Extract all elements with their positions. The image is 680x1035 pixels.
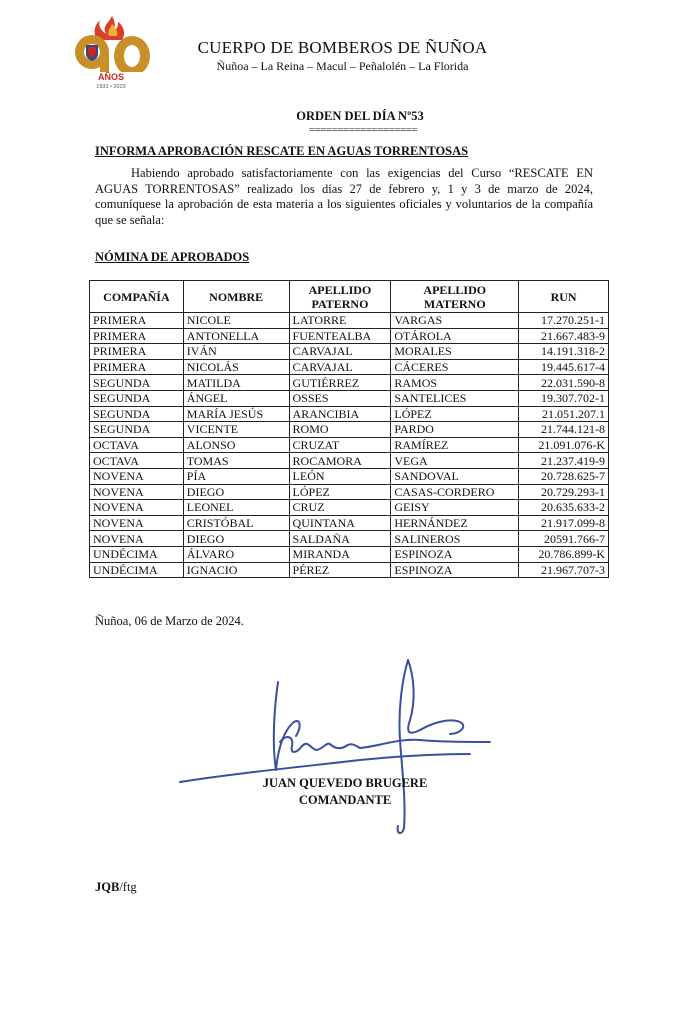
handwritten-signature-icon [170, 650, 510, 845]
cell-apellido-materno: LÓPEZ [391, 406, 519, 422]
cell-apellido-materno: VARGAS [391, 313, 519, 329]
logo-number: 90 [64, 28, 65, 29]
cell-run: 20.728.625-7 [519, 468, 609, 484]
table-row [90, 546, 609, 562]
cell-compania: NOVENA [90, 531, 184, 547]
signatory-role: COMANDANTE [298, 793, 392, 807]
cell-apellido-materno: SALINEROS [391, 531, 519, 547]
cell-nombre: CRISTÓBAL [183, 515, 289, 531]
table-row [90, 468, 609, 484]
cell-run: 21.091.076-K [519, 437, 609, 453]
cell-run: 19.307.702-1 [519, 390, 609, 406]
signatory-name: JUAN QUEVEDO BRUGERE [262, 776, 428, 790]
cell-apellido-paterno: PÉREZ [289, 562, 391, 578]
cell-apellido-materno: RAMÍREZ [391, 437, 519, 453]
cell-apellido-paterno: CARVAJAL [289, 359, 391, 375]
cell-nombre: TOMAS [183, 453, 289, 469]
cell-run: 21.967.707-3 [519, 562, 609, 578]
table-row [90, 484, 609, 500]
table-row [90, 562, 609, 578]
cell-apellido-materno: GEISY [391, 500, 519, 516]
logo-years-text: 1933 • 2023 [96, 84, 126, 90]
institution-title: CUERPO DE BOMBEROS DE ÑUÑOA [197, 38, 488, 57]
cell-nombre: NICOLE [183, 313, 289, 329]
cell-run: 21.237.419-9 [519, 453, 609, 469]
cell-compania: NOVENA [90, 500, 184, 516]
cell-compania: OCTAVA [90, 453, 184, 469]
cell-apellido-paterno: CRUZAT [289, 437, 391, 453]
cell-run: 21.917.099-8 [519, 515, 609, 531]
table-header-row [90, 281, 609, 313]
table-row [90, 437, 609, 453]
header-run: RUN [519, 281, 609, 313]
cell-apellido-paterno: CRUZ [289, 500, 391, 516]
table-row [90, 313, 609, 329]
approved-list-table [89, 280, 609, 578]
cell-compania: SEGUNDA [90, 422, 184, 438]
cell-nombre: ÁNGEL [183, 390, 289, 406]
cell-apellido-paterno: GUTIÉRREZ [289, 375, 391, 391]
cell-nombre: DIEGO [183, 484, 289, 500]
cell-apellido-materno: ESPINOZA [391, 562, 519, 578]
cell-nombre: VICENTE [183, 422, 289, 438]
cell-compania: UNDÉCIMA [90, 562, 184, 578]
cell-apellido-materno: VEGA [391, 453, 519, 469]
cell-run: 19.445.617-4 [519, 359, 609, 375]
initials-bold: JQB [95, 880, 120, 894]
header-nombre: NOMBRE [183, 281, 289, 313]
table-row [90, 344, 609, 360]
cell-apellido-paterno: SALDAÑA [289, 531, 391, 547]
cell-run: 20.786.899-K [519, 546, 609, 562]
table-row [90, 390, 609, 406]
cell-nombre: DIEGO [183, 531, 289, 547]
cell-apellido-materno: OTÁROLA [391, 328, 519, 344]
cell-apellido-materno: CASAS-CORDERO [391, 484, 519, 500]
signatory-block [225, 775, 465, 809]
header-apellido-paterno: APELLIDO PATERNO [289, 281, 391, 313]
cell-apellido-materno: SANTELICES [391, 390, 519, 406]
cell-run: 22.031.590-8 [519, 375, 609, 391]
table-row [90, 328, 609, 344]
cell-apellido-paterno: LEÓN [289, 468, 391, 484]
cell-run: 21.051.207.1 [519, 406, 609, 422]
cell-apellido-paterno: MIRANDA [289, 546, 391, 562]
table-row [90, 422, 609, 438]
cell-compania: SEGUNDA [90, 406, 184, 422]
cell-compania: UNDÉCIMA [90, 546, 184, 562]
cell-apellido-materno: ESPINOZA [391, 546, 519, 562]
cell-apellido-materno: RAMOS [391, 375, 519, 391]
cell-run: 20591.766-7 [519, 531, 609, 547]
table-row [90, 531, 609, 547]
orden-rule: =================== [308, 124, 418, 136]
cell-compania: PRIMERA [90, 344, 184, 360]
cell-apellido-paterno: QUINTANA [289, 515, 391, 531]
cell-apellido-paterno: LATORRE [289, 313, 391, 329]
table-row [90, 375, 609, 391]
cell-nombre: ALONSO [183, 437, 289, 453]
body-paragraph: Habiendo aprobado satisfactoriamente con las exigencias del Curso “RESCATE EN AGUAS TORRENTOSAS” realizado los días 27 de febrero y, 1 y 3 de marzo de 2024, comuníquese la aprobación de esta materia a los siguientes oficiales y voluntarios de la compañía que se señala: [95, 166, 593, 227]
cell-compania: PRIMERA [90, 313, 184, 329]
cell-apellido-materno: PARDO [391, 422, 519, 438]
initials-rest: /ftg [119, 880, 137, 894]
table-row [90, 453, 609, 469]
cell-nombre: MARÍA JESÚS [183, 406, 289, 422]
cell-nombre: IVÁN [183, 344, 289, 360]
cell-compania: PRIMERA [90, 328, 184, 344]
cell-compania: NOVENA [90, 468, 184, 484]
cell-compania: SEGUNDA [90, 390, 184, 406]
cell-nombre: ANTONELLA [183, 328, 289, 344]
cell-run: 20.729.293-1 [519, 484, 609, 500]
date-line: Ñuñoa, 06 de Marzo de 2024. [95, 614, 244, 628]
table-row [90, 500, 609, 516]
cell-apellido-paterno: ROMO [289, 422, 391, 438]
cell-nombre: PÍA [183, 468, 289, 484]
orden-title: ORDEN DEL DÍA Nº53 [296, 109, 424, 123]
cell-compania: NOVENA [90, 484, 184, 500]
nomina-heading: NÓMINA DE APROBADOS [95, 250, 250, 264]
header-compania: COMPAÑÍA [90, 281, 184, 313]
cell-apellido-paterno: FUENTEALBA [289, 328, 391, 344]
cell-compania: SEGUNDA [90, 375, 184, 391]
table-row [90, 515, 609, 531]
cell-nombre: MATILDA [183, 375, 289, 391]
cell-nombre: LEONEL [183, 500, 289, 516]
cell-compania: OCTAVA [90, 437, 184, 453]
table-row [90, 406, 609, 422]
header-apellido-materno: APELLIDO MATERNO [391, 281, 519, 313]
reference-initials [95, 880, 137, 895]
cell-nombre: NICOLÁS [183, 359, 289, 375]
logo-anios-text: AÑOS [97, 72, 125, 82]
institution-subtitle: Ñuñoa – La Reina – Macul – Peñalolén – La Florida [216, 59, 469, 73]
firefighter-anniversary-logo-icon [62, 14, 158, 90]
cell-apellido-paterno: ROCAMORA [289, 453, 391, 469]
cell-apellido-paterno: CARVAJAL [289, 344, 391, 360]
table-row [90, 359, 609, 375]
cell-apellido-materno: SANDOVAL [391, 468, 519, 484]
cell-run: 17.270.251-1 [519, 313, 609, 329]
cell-apellido-materno: HERNÁNDEZ [391, 515, 519, 531]
cell-run: 21.744.121-8 [519, 422, 609, 438]
cell-run: 21.667.483-9 [519, 328, 609, 344]
cell-apellido-paterno: ARANCIBIA [289, 406, 391, 422]
cell-run: 20.635.633-2 [519, 500, 609, 516]
cell-nombre: ÁLVARO [183, 546, 289, 562]
cell-compania: PRIMERA [90, 359, 184, 375]
cell-apellido-materno: CÁCERES [391, 359, 519, 375]
cell-compania: NOVENA [90, 515, 184, 531]
cell-nombre: IGNACIO [183, 562, 289, 578]
cell-apellido-paterno: LÓPEZ [289, 484, 391, 500]
cell-apellido-materno: MORALES [391, 344, 519, 360]
subject-heading: INFORMA APROBACIÓN RESCATE EN AGUAS TORRENTOSAS [95, 144, 469, 158]
cell-apellido-paterno: OSSES [289, 390, 391, 406]
cell-run: 14.191.318-2 [519, 344, 609, 360]
